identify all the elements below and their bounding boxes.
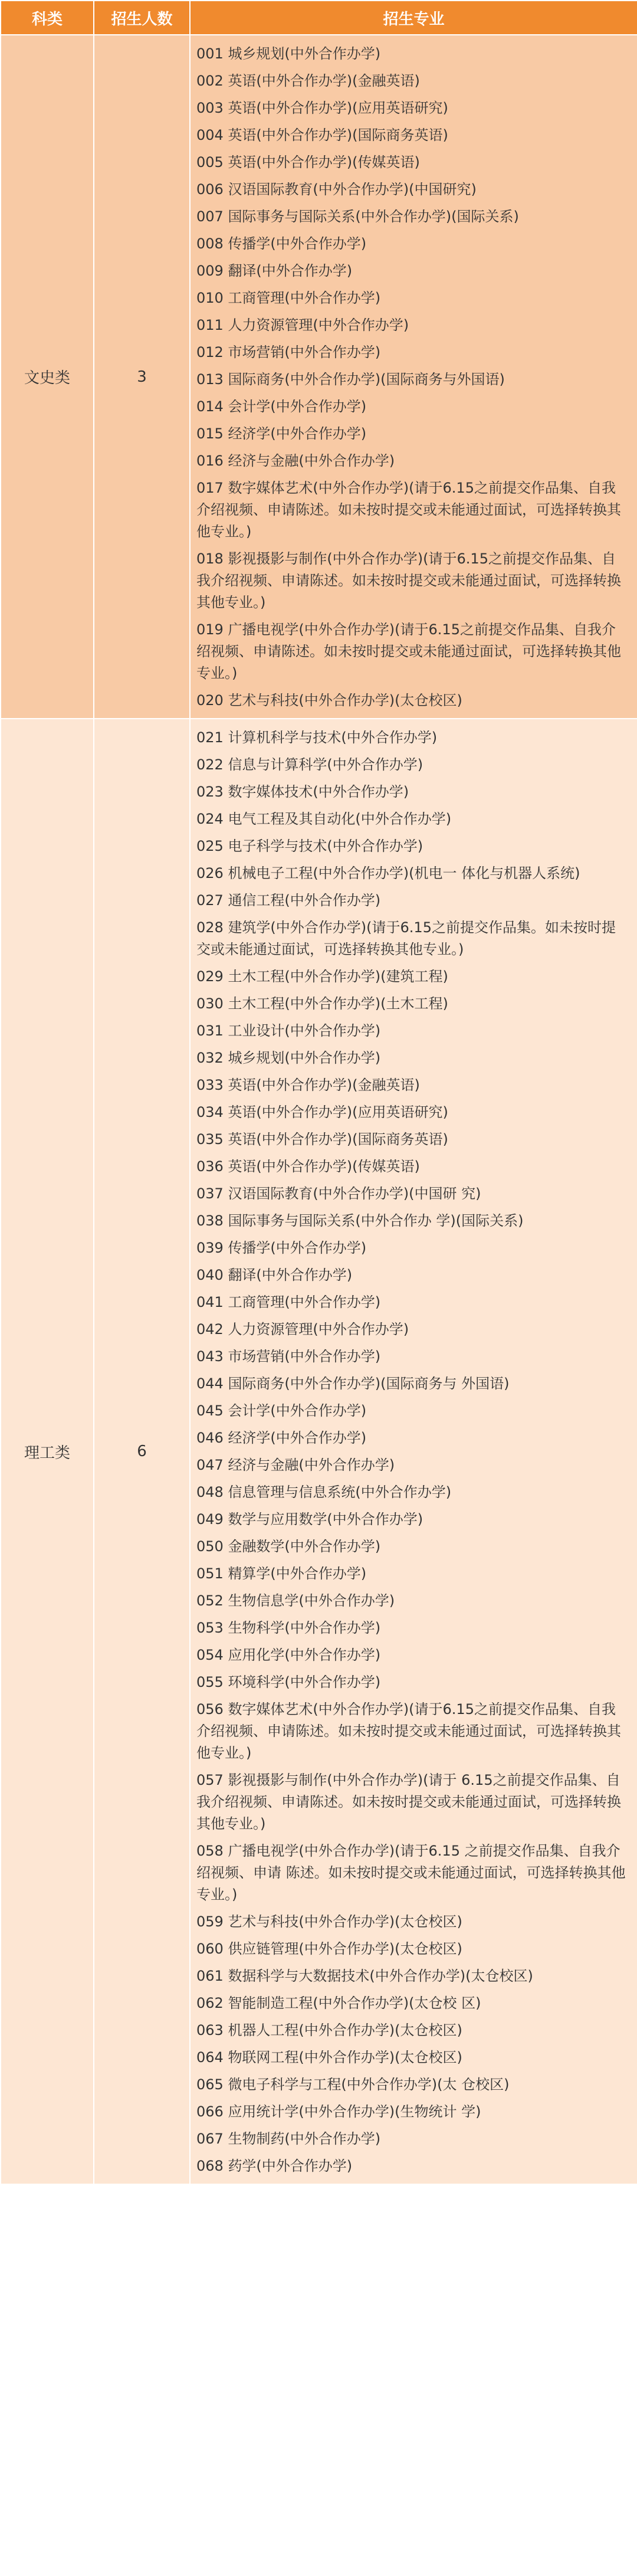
major-item: 028 建筑学(中外合作办学)(请于6.15之前提交作品集。如未按时提交或未能通过面试，可选择转换其他专业。) — [196, 919, 616, 958]
major-item: 055 环境科学(中外合作办学) — [196, 1674, 381, 1690]
major-item: 029 土木工程(中外合作办学)(建筑工程) — [196, 968, 448, 985]
major-item: 058 广播电视学(中外合作办学)(请于6.15 之前提交作品集、自我介绍视频、申请 陈述。如未按时提交或未能通过面试，可选择转换其他专业。) — [196, 1843, 626, 1903]
major-item: 009 翻译(中外合作办学) — [196, 263, 353, 279]
header-category: 科类 — [1, 1, 94, 35]
major-item: 044 国际商务(中外合作办学)(国际商务与 外国语) — [196, 1375, 510, 1392]
major-item: 002 英语(中外合作办学)(金融英语) — [196, 73, 420, 89]
major-item: 064 物联网工程(中外合作办学)(太仓校区) — [196, 2049, 462, 2066]
major-item: 066 应用统计学(中外合作办学)(生物统计 学) — [196, 2103, 481, 2120]
major-item: 018 影视摄影与制作(中外合作办学)(请于6.15之前提交作品集、自我介绍视频、申请陈述。如未按时提交或未能通过面试，可选择转换其他专业。) — [196, 550, 621, 611]
major-item: 037 汉语国际教育(中外合作办学)(中国研 究) — [196, 1185, 481, 1202]
major-item: 040 翻译(中外合作办学) — [196, 1267, 353, 1283]
major-item: 054 应用化学(中外合作办学) — [196, 1647, 381, 1663]
major-item: 014 会计学(中外合作办学) — [196, 398, 367, 415]
majors-cell — [190, 35, 637, 719]
major-item: 067 生物制药(中外合作办学) — [196, 2131, 381, 2147]
major-item: 062 智能制造工程(中外合作办学)(太仓校 区) — [196, 1995, 481, 2011]
table-header-row — [1, 1, 637, 35]
major-item: 026 机械电子工程(中外合作办学)(机电一 体化与机器人系统) — [196, 865, 580, 881]
major-item: 033 英语(中外合作办学)(金融英语) — [196, 1077, 420, 1093]
major-item: 031 工业设计(中外合作办学) — [196, 1022, 381, 1039]
count-cell: 3 — [94, 35, 190, 719]
major-item: 032 城乡规划(中外合作办学) — [196, 1050, 381, 1066]
major-item: 035 英语(中外合作办学)(国际商务英语) — [196, 1131, 448, 1148]
major-item: 059 艺术与科技(中外合作办学)(太仓校区) — [196, 1913, 462, 1930]
major-item: 051 精算学(中外合作办学) — [196, 1565, 367, 1582]
major-item: 043 市场营销(中外合作办学) — [196, 1348, 381, 1365]
major-item: 001 城乡规划(中外合作办学) — [196, 45, 381, 62]
count-cell: 6 — [94, 719, 190, 2184]
major-item: 011 人力资源管理(中外合作办学) — [196, 317, 409, 333]
major-item: 005 英语(中外合作办学)(传媒英语) — [196, 154, 420, 171]
majors-cell — [190, 719, 637, 2184]
major-item: 023 数字媒体技术(中外合作办学) — [196, 784, 409, 800]
major-item: 027 通信工程(中外合作办学) — [196, 892, 381, 909]
category-cell: 文史类 — [1, 35, 94, 719]
group-arts — [1, 35, 637, 719]
major-item: 045 会计学(中外合作办学) — [196, 1402, 367, 1419]
major-item: 025 电子科学与技术(中外合作办学) — [196, 838, 423, 854]
major-item: 049 数学与应用数学(中外合作办学) — [196, 1511, 423, 1528]
major-item: 024 电气工程及其自动化(中外合作办学) — [196, 811, 452, 827]
major-item: 038 国际事务与国际关系(中外合作办 学)(国际关系) — [196, 1212, 524, 1229]
major-item: 015 经济学(中外合作办学) — [196, 425, 367, 442]
major-item: 008 传播学(中外合作办学) — [196, 235, 367, 252]
major-item: 048 信息管理与信息系统(中外合作办学) — [196, 1484, 452, 1500]
major-item: 065 微电子科学与工程(中外合作办学)(太 仓校区) — [196, 2076, 510, 2093]
major-item: 039 传播学(中外合作办学) — [196, 1240, 367, 1256]
major-item: 030 土木工程(中外合作办学)(土木工程) — [196, 995, 448, 1012]
major-item: 036 英语(中外合作办学)(传媒英语) — [196, 1158, 420, 1175]
major-item: 020 艺术与科技(中外合作办学)(太仓校区) — [196, 692, 462, 709]
header-count: 招生人数 — [94, 1, 190, 35]
category-cell: 理工类 — [1, 719, 94, 2184]
major-item: 010 工商管理(中外合作办学) — [196, 290, 381, 306]
major-item: 013 国际商务(中外合作办学)(国际商务与外国语) — [196, 371, 505, 388]
major-item: 021 计算机科学与技术(中外合作办学) — [196, 729, 438, 746]
table-row — [1, 35, 637, 719]
major-item: 056 数字媒体艺术(中外合作办学)(请于6.15之前提交作品集、自我介绍视频、申请陈述。如未按时提交或未能通过面试，可选择转换其他专业。) — [196, 1701, 621, 1761]
major-item: 016 经济与金融(中外合作办学) — [196, 453, 395, 469]
major-item: 047 经济与金融(中外合作办学) — [196, 1457, 395, 1473]
major-item: 042 人力资源管理(中外合作办学) — [196, 1321, 409, 1338]
major-item: 034 英语(中外合作办学)(应用英语研究) — [196, 1104, 448, 1120]
table-row — [1, 719, 637, 2184]
major-item: 060 供应链管理(中外合作办学)(太仓校区) — [196, 1941, 462, 1957]
major-list — [196, 43, 629, 712]
major-item: 053 生物科学(中外合作办学) — [196, 1620, 381, 1636]
major-item: 061 数据科学与大数据技术(中外合作办学)(太仓校区) — [196, 1968, 533, 1984]
header-majors: 招生专业 — [190, 1, 637, 35]
major-item: 063 机器人工程(中外合作办学)(太仓校区) — [196, 2022, 462, 2038]
major-item: 052 生物信息学(中外合作办学) — [196, 1592, 395, 1609]
major-item: 022 信息与计算科学(中外合作办学) — [196, 756, 423, 773]
major-item: 017 数字媒体艺术(中外合作办学)(请于6.15之前提交作品集、自我介绍视频、申请陈述。如未按时提交或未能通过面试，可选择转换其他专业。) — [196, 480, 621, 540]
major-item: 046 经济学(中外合作办学) — [196, 1430, 367, 1446]
major-item: 068 药学(中外合作办学) — [196, 2158, 353, 2174]
group-science — [1, 719, 637, 2184]
major-item: 003 英语(中外合作办学)(应用英语研究) — [196, 100, 448, 116]
major-item: 057 影视摄影与制作(中外合作办学)(请于 6.15之前提交作品集、自我介绍视频、申请陈述。如未按时提交或未能通过面试，可选择转换其他专业。) — [196, 1772, 621, 1832]
major-item: 004 英语(中外合作办学)(国际商务英语) — [196, 127, 448, 143]
major-list — [196, 727, 629, 2177]
major-item: 006 汉语国际教育(中外合作办学)(中国研究) — [196, 181, 477, 198]
major-item: 041 工商管理(中外合作办学) — [196, 1294, 381, 1310]
major-item: 007 国际事务与国际关系(中外合作办学)(国际关系) — [196, 208, 519, 225]
major-item: 050 金融数学(中外合作办学) — [196, 1538, 381, 1555]
major-item: 012 市场营销(中外合作办学) — [196, 344, 381, 360]
major-item: 019 广播电视学(中外合作办学)(请于6.15之前提交作品集、自我介绍视频、申请陈述。如未按时提交或未能通过面试，可选择转换其他专业。) — [196, 621, 621, 681]
